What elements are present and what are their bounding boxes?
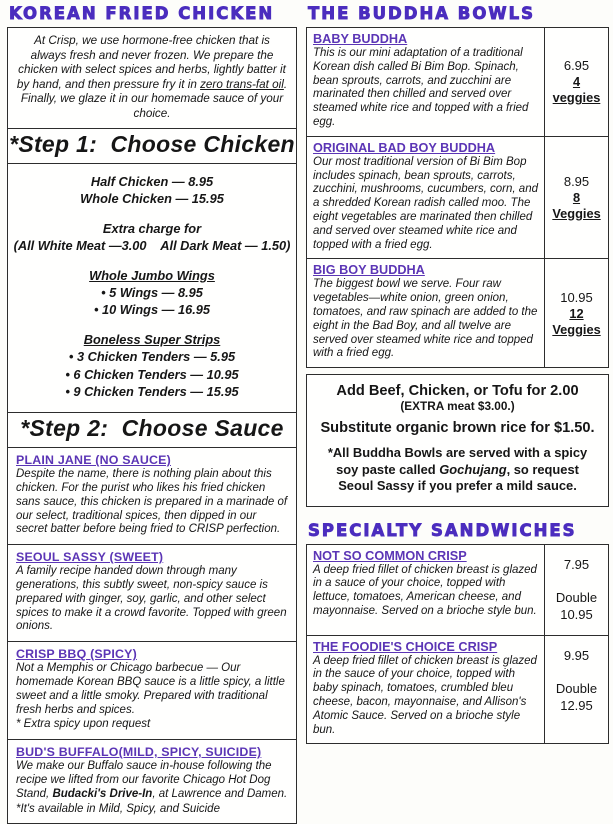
intro-paragraph bbox=[8, 28, 296, 128]
intro-text-2: . bbox=[283, 77, 288, 91]
item-name: NOT SO COMMON CRISP bbox=[313, 548, 467, 563]
super-strips-title: Boneless Super Strips bbox=[83, 331, 221, 347]
item-price: 9.95 bbox=[563, 647, 590, 663]
addon-line-extra-meat: (EXTRA meat $3.00.) bbox=[400, 399, 515, 414]
sauce-note: * Extra spicy upon request bbox=[16, 718, 151, 731]
section-header-specialty-sandwiches: SPECIALTY SANDWICHES bbox=[308, 520, 577, 540]
item-price-cell bbox=[544, 545, 608, 635]
item-description: This is our mini adaptation of a traditional Korean dish called Bi Bim Bop. Spinach, bean sprouts, carrots, and zucchini are marinated then chilled and served over steamed white rice and topped with a fried egg. bbox=[313, 47, 529, 128]
jumbo-wings-group bbox=[10, 267, 294, 319]
item-price-cell bbox=[544, 137, 608, 259]
sauce-description: Not a Memphis or Chicago barbecue — Our homemade Korean BBQ sauce is a little spicy, a little sweet and a little smoky. Prepared with traditional fresh herbs and spices. bbox=[16, 662, 285, 716]
veggie-label: Veggies bbox=[552, 321, 601, 337]
extra-charge-group bbox=[10, 220, 294, 255]
menu-item-row-big-boy-buddha bbox=[307, 258, 608, 367]
veggie-count: 8 bbox=[572, 190, 581, 206]
item-name: BIG BOY BUDDHA bbox=[313, 263, 425, 278]
super-strips-group bbox=[10, 331, 294, 401]
sauce-desc-pre: We make our Buffalo sauce in-house following the recipe we lifted from our favorite Chicago Hot Dog Stand, bbox=[16, 760, 272, 800]
item-name: BABY BUDDHA bbox=[313, 32, 408, 46]
intro-underlined-text: zero trans-fat oil bbox=[200, 77, 284, 91]
double-price: 12.95 bbox=[560, 697, 593, 713]
item-price: 6.95 bbox=[563, 58, 590, 74]
menu-item-row-bad-boy-buddha bbox=[307, 136, 608, 259]
menu-item-row-not-so-common bbox=[307, 545, 608, 635]
sauce-desc-post: , at Lawrence and Damen. bbox=[152, 787, 288, 800]
sauce-name: CRISP BBQ (SPICY) bbox=[16, 647, 137, 662]
addon-line-protein: Add Beef, Chicken, or Tofu for 2.00 bbox=[336, 383, 579, 400]
sauce-crisp-bbq bbox=[8, 641, 296, 739]
item-price-cell bbox=[544, 28, 608, 136]
section-header-korean-fried-chicken: KOREAN FRIED CHICKEN bbox=[9, 4, 275, 23]
step1-heading: *Step 1: Choose Chicken bbox=[8, 128, 296, 163]
sauce-note: *It's available in Mild, Spicy, and Suicide bbox=[16, 802, 220, 815]
menu-item-row-baby-buddha bbox=[307, 28, 608, 136]
veggie-count: 12 bbox=[569, 305, 584, 321]
right-column bbox=[306, 1, 609, 824]
extra-charge-label: Extra charge for bbox=[102, 220, 202, 236]
sauce-buds-buffalo bbox=[8, 739, 296, 823]
veggie-label: veggies bbox=[552, 90, 601, 106]
sauce-description: A family recipe handed down through many generations, this subtly sweet, non-spicy sauce is prepared with ginger, soy, garlic, and other select spices to make it a crowd favorite. Topped with green onions. bbox=[16, 565, 287, 633]
chicken-menu-box bbox=[7, 27, 297, 824]
menu-item-row-foodies-choice bbox=[307, 635, 608, 744]
intro-text-1: At Crisp, we use hormone-free chicken that is always fresh and never frozen. We prepare the chicken with select spices and herbs, lightly batter it by hand, and then pressure fry it in bbox=[16, 34, 286, 91]
section-header-buddha-bowls: THE BUDDHA BOWLS bbox=[308, 4, 535, 23]
sauce-name: BUD'S BUFFALO(MILD, SPICY, SUICIDE) bbox=[16, 745, 262, 760]
intro-text-3: Finally, we glaze it in our homemade sauce of your choice. bbox=[20, 92, 284, 120]
sauce-description: Despite the name, there is nothing plain about this chicken. For the purist who likes his fried chicken sans sauce, this chicken is prepared in a marinade of our select, traditional spices, then dipped in our secret batter before being fried to CRISP perfection. bbox=[16, 468, 288, 536]
menu-line-6-tenders: • 6 Chicken Tenders — 10.95 bbox=[10, 366, 294, 383]
item-price-cell bbox=[544, 259, 608, 367]
left-column bbox=[7, 1, 297, 824]
sauce-name: SEOUL SASSY (SWEET) bbox=[16, 550, 164, 565]
item-price-cell bbox=[544, 636, 608, 744]
menu-line-whole-chicken: Whole Chicken — 15.95 bbox=[80, 191, 224, 207]
item-price: 8.95 bbox=[563, 174, 590, 190]
item-description: The biggest bowl we serve. Four raw vegetables—white onion, green onion, tomatoes, and raw spinach are added to the eight in the Bad Boy, and all twelve are served over steamed white rice and topped with a fried egg. bbox=[313, 278, 538, 360]
menu-line-3-tenders: • 3 Chicken Tenders — 5.95 bbox=[10, 348, 294, 365]
gochujang-italic: Gochujang bbox=[439, 461, 507, 477]
addon-note-gochujang: *All Buddha Bowls are served with a spicy soy paste called Gochujang, so request Seoul Sassy if you prefer a mild sauce. bbox=[327, 445, 588, 494]
item-price: 7.95 bbox=[563, 556, 590, 572]
sauce-desc-bold-name: Budacki's Drive-In bbox=[52, 787, 153, 800]
sauce-name: PLAIN JANE (NO SAUCE) bbox=[16, 453, 171, 468]
menu-line-5-wings: • 5 Wings — 8.95 bbox=[10, 284, 294, 301]
item-description: A deep fried fillet of chicken breast is glazed in a sauce of your choice, topped with lettuce, tomatoes, American cheese, and mayonnaise. Served on a brioche style bun. bbox=[313, 563, 537, 618]
item-name: THE FOODIE'S CHOICE CRISP bbox=[313, 639, 498, 654]
step1-options bbox=[8, 163, 296, 412]
item-description: Our most traditional version of Bi Bim Bop includes spinach, bean sprouts, carrots, zucchini, mushrooms, cucumbers, corn, and a shredded Korean radish called moo. The eight vegetables are marinated then chilled and served over steamed white rice and topped with a fried egg. bbox=[313, 155, 538, 251]
sauce-seoul-sassy bbox=[8, 544, 296, 641]
extra-charge-detail: (All White Meat —3.00 All Dark Meat — 1.50) bbox=[13, 238, 291, 254]
addon-line-brown-rice: Substitute organic brown rice for $1.50. bbox=[320, 420, 595, 437]
double-label: Double bbox=[555, 589, 598, 605]
double-price: 10.95 bbox=[560, 606, 593, 622]
veggie-label: Veggies bbox=[552, 206, 601, 222]
veggie-count: 4 bbox=[572, 74, 581, 90]
menu-line-10-wings: • 10 Wings — 16.95 bbox=[10, 301, 294, 318]
menu-line-9-tenders: • 9 Chicken Tenders — 15.95 bbox=[10, 383, 294, 400]
buddha-addons-box bbox=[306, 374, 609, 507]
item-description: A deep fried fillet of chicken breast is glazed in the sauce of your choice, topped with baby spinach, tomatoes, crumbled bleu cheese, bacon, mayonnaise, and Allison's Atomic Sauce. Served on a brioche style bun. bbox=[313, 654, 537, 736]
sauce-description bbox=[16, 760, 288, 801]
item-name: ORIGINAL BAD BOY BUDDHA bbox=[313, 140, 496, 155]
buddha-bowls-box bbox=[306, 27, 609, 368]
step2-heading: *Step 2: Choose Sauce bbox=[8, 412, 296, 447]
item-price: 10.95 bbox=[560, 289, 593, 305]
sandwiches-box bbox=[306, 544, 609, 745]
jumbo-wings-title: Whole Jumbo Wings bbox=[89, 267, 215, 283]
sauce-plain-jane bbox=[8, 447, 296, 544]
menu-line-half-chicken: Half Chicken — 8.95 bbox=[90, 174, 214, 189]
double-label: Double bbox=[555, 680, 598, 696]
